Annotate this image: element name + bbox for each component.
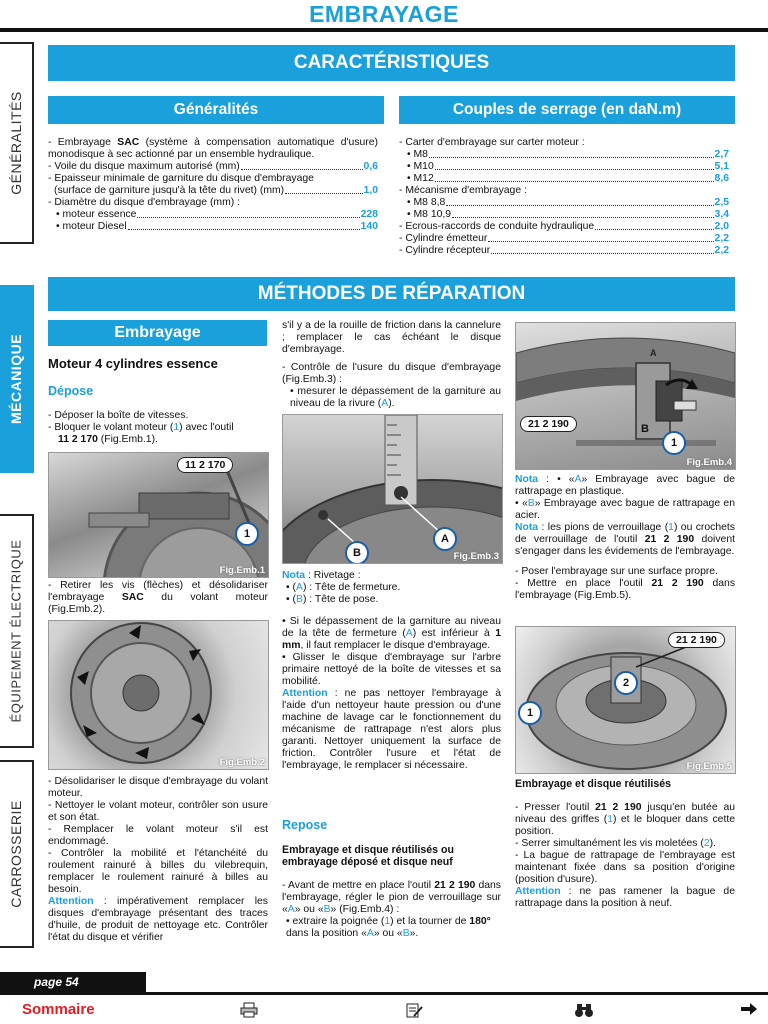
fig1-tool-label: 11 2 170 [177, 457, 233, 473]
tab-equipement-electrique[interactable] [0, 514, 34, 748]
couple-recepteur: - Cylindre récepteur 2,2 [399, 245, 729, 256]
fig2-illustration [49, 621, 268, 769]
couples-heading: Couples de serrage (en daN.m) [399, 96, 735, 124]
col3-text-a [515, 474, 735, 602]
col3-serrer: - Serrer simultanément les vis moletées (2). [515, 838, 716, 849]
sommaire-link[interactable]: Sommaire [22, 1001, 95, 1018]
step-depose-bv: - Déposer la boîte de vitesses. [48, 410, 189, 421]
methodes-banner: MÉTHODES DE RÉPARATION [48, 277, 735, 311]
col2-attention: Attention : ne pas nettoyer l'embrayage à l'aide d'un nettoyeur haute pression ou d'une machine de lavage car le fonctionnement du mécanisme de rattrapage n'est alors plus garanti. Nettoyer uniquement la surface de friction. Contrôler l'usure et l'état de l'embrayage, le remplacer si nécessaire. [282, 688, 501, 771]
col1-steps-b [48, 776, 268, 944]
step-controler-roulement: - Contrôler la mobilité et l'étanchéité du roulement rainuré à billes du vilebrequin, remplacer le roulement rainuré à billes au besoin. [48, 848, 268, 895]
fig3-label-b: B [345, 541, 369, 564]
fig5-callout-1: 1 [518, 701, 542, 725]
fig4-caption: Fig.Emb.4 [686, 457, 732, 468]
col3-poser: - Poser l'embrayage sur une surface propre. [515, 566, 718, 577]
figure-emb-1 [48, 452, 269, 578]
col2-text-b [282, 570, 501, 772]
couple-emetteur: - Cylindre émetteur 2,2 [399, 233, 729, 244]
fig3-caption: Fig.Emb.3 [453, 551, 499, 562]
col2-glisser: • Glisser le disque d'embrayage sur l'arbre primaire nettoyé de la boîte de vitesses et sa mobilité. [282, 652, 501, 687]
col3-nota-2: Nota : les pions de verrouillage (1) ou crochets de verrouillage de l'outil 21 2 190 doivent s'engager dans les évidements de l'embrayage. [515, 522, 735, 557]
fig5-caption: Fig.Emb.5 [686, 761, 732, 772]
col2-mesurer: • mesurer le dépassement de la garniture au niveau de la rivure (A). [290, 386, 501, 409]
depose-heading: Dépose [48, 384, 94, 398]
col2-nota-a: • (A) : Tête de fermeture. [286, 582, 401, 593]
fig1-callout-1: 1 [235, 522, 259, 546]
fig4-label-a: A [650, 348, 657, 358]
figure-emb-4 [515, 322, 736, 470]
footer-rule [0, 992, 768, 995]
repose-heading: Repose [282, 818, 328, 832]
fig2-caption: Fig.Emb.2 [219, 757, 265, 768]
col3-attention: Attention : ne pas ramener la bague de rattrapage dans la position à neuf. [515, 886, 735, 909]
step-bloquer-tool: 11 2 170 (Fig.Emb.1). [58, 434, 158, 445]
fig3-label-a: A [433, 527, 457, 551]
col3-bague: - La bague de rattrapage de l'embrayage est maintenant fixée dans sa position d'origine (position d'usure). [515, 850, 735, 885]
col1-steps-a [48, 410, 268, 446]
caracteristiques-banner: CARACTÉRISTIQUES [48, 45, 735, 81]
col3-nota-1b: • «B» Embrayage avec bague de rattrapage en acier. [515, 498, 735, 521]
tab-carrosserie-label: CARROSSERIE [8, 800, 24, 908]
col2-avant-outil: - Avant de mettre en place l'outil 21 2 190 dans l'embrayage, régler le pion de verrouillage sur «A» ou «B» (Fig.Emb.4) : [282, 880, 502, 915]
fig5-tool-label: 21 2 190 [668, 632, 725, 648]
col3-mettre-outil: - Mettre en place l'outil 21 2 190 dans l'embrayage (Fig.Emb.5). [515, 578, 736, 601]
couple-m8: • M8 2,7 [407, 149, 729, 160]
col2-subheading: Embrayage et disque réutilisés ou embrayage déposé et disque neuf [282, 844, 454, 868]
fig1-illustration [49, 453, 268, 577]
binoculars-icon[interactable] [574, 1002, 594, 1022]
tab-carrosserie[interactable] [0, 760, 34, 948]
col2-rouille: s'il y a de la rouille de friction dans la cannelure ; remplacer le cas échéant le disque d'embrayage. [282, 320, 501, 355]
tab-equipement-label: ÉQUIPEMENT ÉLECTRIQUE [8, 539, 24, 723]
page-title: EMBRAYAGE [309, 1, 459, 27]
gen-item-1: - Embrayage SAC (système à compensation automatique d'usure) monodisque à sec actionné par un ensemble hydraulique. [48, 137, 378, 160]
gen-item-3b: (surface de garniture jusqu'à la tête du rivet) (mm) 1,0 [54, 185, 378, 196]
gen-item-2: - Voile du disque maximum autorisé (mm) 0,6 [48, 161, 378, 172]
col3-subheading: Embrayage et disque réutilisés [515, 778, 672, 790]
fig4-label-b: B [641, 423, 649, 435]
col2-depassement: • Si le dépassement de la garniture au niveau de la tête de fermeture (A) est inférieur à 1 mm, il faut remplacer le disque d'embrayage. [282, 616, 501, 651]
generalites-list [48, 137, 378, 233]
fig3-illustration [283, 415, 502, 563]
couple-m88: • M8 8,8 2,5 [407, 197, 729, 208]
couple-m10: • M10 5,1 [407, 161, 729, 172]
fig5-illustration [516, 627, 735, 773]
couple-ecrous: - Ecrous-raccords de conduite hydraulique 2,0 [399, 221, 729, 232]
col1-step-retirer: - Retirer les vis (flèches) et désolidariser l'embrayage SAC du volant moteur (Fig.Emb.2). [48, 580, 268, 615]
col2-nota: Nota : Rivetage : [282, 570, 361, 581]
fig1-caption: Fig.Emb.1 [219, 565, 265, 576]
col3-text-b [515, 778, 735, 910]
step-nettoyer-volant: - Nettoyer le volant moteur, contrôler son usure et son état. [48, 800, 268, 823]
step-remplacer-volant: - Remplacer le volant moteur s'il est endommagé. [48, 824, 268, 847]
figure-emb-5 [515, 626, 736, 774]
col2-nota-b: • (B) : Tête de pose. [286, 594, 379, 605]
tab-generalites-label: GÉNÉRALITÉS [8, 91, 24, 195]
figure-emb-3 [282, 414, 503, 564]
couple-meca: - Mécanisme d'embrayage : [399, 185, 527, 196]
figure-emb-2 [48, 620, 269, 770]
tab-generalites[interactable] [0, 42, 34, 244]
col1-attention: Attention : impérativement remplacer les disques d'embrayage présentant des traces d'huile, de produit de nettoyage etc. Contrôler l'état du disque et vérifier [48, 896, 268, 943]
generalites-heading: Généralités [48, 96, 384, 124]
col2-text-c [282, 844, 501, 940]
couple-m12: • M12 8,6 [407, 173, 729, 184]
edit-icon[interactable] [405, 1002, 423, 1022]
page-number: page 54 [0, 972, 146, 992]
col3-nota-1: Nota : • «A» Embrayage avec bague de rattrapage en plastique. [515, 474, 735, 497]
gen-item-4b: • moteur Diesel 140 [56, 221, 378, 232]
col2-extraire: • extraire la poignée (1) et la tourner de 180° dans la position «A» ou «B». [286, 916, 491, 939]
fig5-callout-2: 2 [614, 671, 638, 695]
arrow-right-icon[interactable] [740, 1002, 758, 1020]
tab-mecanique[interactable] [0, 285, 34, 473]
header-rule [0, 28, 768, 32]
step-bloquer-volant: - Bloquer le volant moteur (1) avec l'outil [48, 422, 234, 433]
footer-nav [0, 998, 768, 1024]
couple-carter: - Carter d'embrayage sur carter moteur : [399, 137, 585, 148]
couples-list [399, 137, 729, 257]
col2-text-a [282, 320, 501, 410]
printer-icon[interactable] [240, 1002, 258, 1022]
fig4-illustration [516, 323, 735, 469]
step-desolidariser-disque: - Désolidariser le disque d'embrayage du volant moteur. [48, 776, 268, 799]
gen-item-4a: • moteur essence 228 [56, 209, 378, 220]
fig4-tool-label: 21 2 190 [520, 416, 577, 432]
embrayage-heading: Embrayage [48, 320, 267, 346]
couple-m109: • M8 10,9 3,4 [407, 209, 729, 220]
col2-controle-usure: - Contrôle de l'usure du disque d'embrayage (Fig.Emb.3) : [282, 362, 501, 385]
moteur-subtitle: Moteur 4 cylindres essence [48, 356, 218, 371]
gen-item-3: - Epaisseur minimale de garniture du disque d'embrayage [48, 173, 314, 184]
tab-mecanique-label: MÉCANIQUE [8, 333, 24, 425]
gen-item-4: - Diamètre du disque d'embrayage (mm) : [48, 197, 240, 208]
fig4-callout-1: 1 [662, 431, 686, 455]
col3-presser: - Presser l'outil 21 2 190 jusqu'en butée au niveau des griffes (1) et le bloquer dans cette position. [515, 802, 736, 837]
